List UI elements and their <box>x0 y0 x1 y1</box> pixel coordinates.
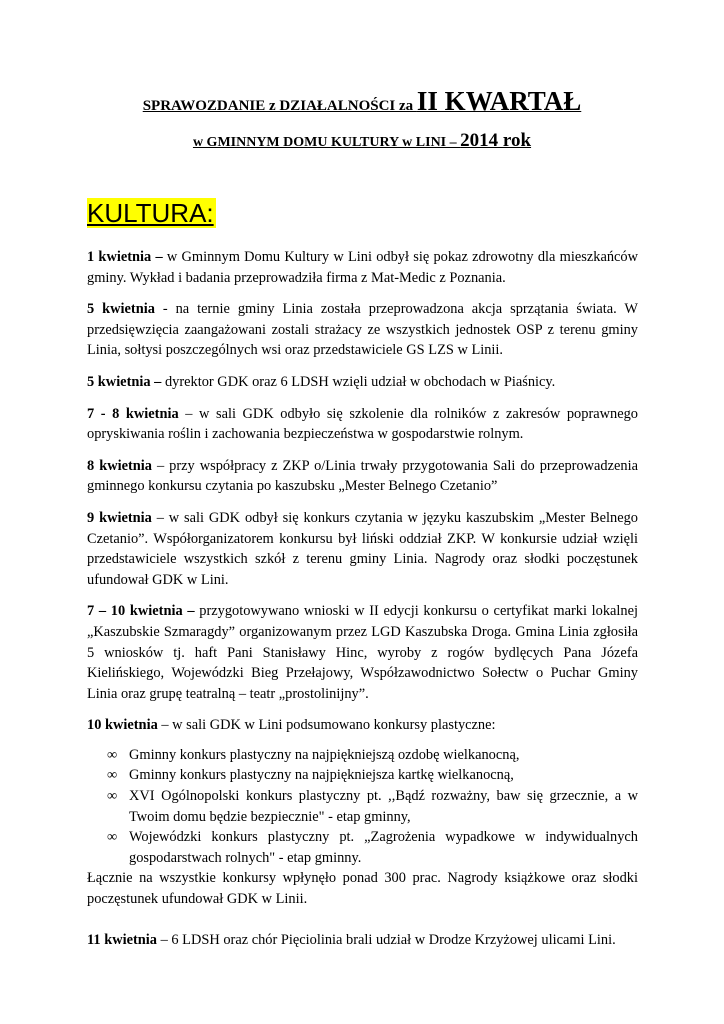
entry-date: 1 kwietnia – <box>87 249 163 265</box>
infinity-bullet-icon: ∞ <box>107 788 118 805</box>
report-title-quarter: II KWARTAŁ <box>416 86 582 116</box>
entry-paragraph <box>87 456 638 497</box>
entry-text: – w sali GDK odbyło się szkolenie dla rolników z zakresów poprawnego opryskiwania roślin i zachowania bezpieczeństwa w gospodarstwie rolnym. <box>87 405 638 443</box>
entry-date: 5 kwietnia <box>87 301 155 318</box>
list-item-text: Gminny konkurs plastyczny na najpiękniejsza kartkę wielkanocną, <box>129 767 514 784</box>
entry-text: w Gminnym Domu Kultury w Lini odbył się pokaz zdrowotny dla mieszkańców gminy. Wykład i badania przeprowadziła firma z Mat-Medic z Poznania. <box>87 249 639 286</box>
entry-paragraph <box>87 508 638 590</box>
infinity-bullet-icon: ∞ <box>107 767 118 784</box>
entry-paragraph <box>87 372 638 393</box>
report-title <box>0 86 724 117</box>
entry-paragraph <box>87 299 638 361</box>
list-item <box>87 745 638 766</box>
report-subtitle-year: 2014 rok <box>460 130 532 151</box>
contest-list <box>87 745 638 869</box>
summary-paragraph: Łącznie na wszystkie konkursy wpłynęło ponad 300 prac. Nagrody książkowe oraz słodki poczęstunek ufundował GDK w Linii. <box>87 870 638 908</box>
entry-date: 9 kwietnia <box>87 509 152 526</box>
entry-text: dyrektor GDK oraz 6 LDSH wzięli udział w obchodach w Piaśnicy. <box>161 373 556 390</box>
entry-paragraph <box>87 404 638 445</box>
entry-paragraph <box>87 247 638 288</box>
report-body <box>87 247 638 961</box>
entry-text: – w sali GDK w Lini podsumowano konkursy plastyczne: <box>157 717 496 734</box>
list-item <box>87 786 638 827</box>
section-heading: KULTURA: <box>87 198 214 228</box>
entry-text: – w sali GDK odbył się konkurs czytania w języku kaszubskim „Mester Belnego Czetanio”. Współorganizatorem konkursu był liński oddział ZKP. W konkursie udział wzięli przedstawiciele wszystkich szkół z terenu gminy Linia. Nagrody oraz słodki poczęstunek ufundował GDK w Lini. <box>87 509 638 588</box>
entry-text: - na ternie gminy Linia została przeprowadzona akcja sprzątania świata. W przedsięwzięcia zaangażowani zostali strażacy ze wszystkich jednostek OSP z terenu gminy Linia, sołtysi poszczególnych wsi oraz przedstawiciele GS LZS w Linii. <box>87 301 638 359</box>
infinity-bullet-icon: ∞ <box>107 829 118 846</box>
entry-text: – 6 LDSH oraz chór Pięciolinia brali udział w Drodze Krzyżowej ulicami Lini. <box>156 931 616 948</box>
report-subtitle <box>0 130 724 152</box>
infinity-bullet-icon: ∞ <box>107 746 118 763</box>
list-item-text: Wojewódzki konkurs plastyczny pt. „Zagrożenia wypadkowe w indywidualnych gospodarstwach rolnych" - etap gminny. <box>129 829 638 866</box>
list-item <box>87 827 638 868</box>
entry-paragraph <box>87 715 638 736</box>
list-item-text: XVI Ogólnopolski konkurs plastyczny pt. ,,Bądź rozważny, baw się grzecznie, a w Twoim domu będzie bezpiecznie" - etap gminny, <box>129 788 638 825</box>
entry-date: 5 kwietnia – <box>87 373 162 390</box>
list-item <box>87 765 638 786</box>
entry-text: – przy współpracy z ZKP o/Linia trwały przygotowania Sali do przeprowadzenia gminnego konkursu czytania po kaszubsku „Mester Belnego Czetanio” <box>87 457 638 495</box>
entry-date: 11 kwietnia <box>87 931 157 948</box>
entry-date: 10 kwietnia <box>87 717 158 734</box>
entry-text: przygotowywano wnioski w II edycji konkursu o certyfikat marki lokalnej „Kaszubskie Szmaragdy” organizowanym przez LGD Kaszubska Droga. Gmina Linia zgłosiła 5 wniosków tj. haft Pani Stanisławy Hinc, wyroby z rogów bydlęcych Pana Józefa Kielińskiego, Wojewódzki Bieg Przełajowy, Współzawodnictwo Sołectw o Puchar Gminy Linia oraz grupę teatralną – teatr „prostolinijny”. <box>87 603 639 702</box>
list-item-text: Gminny konkurs plastyczny na najpiękniejszą ozdobę wielkanocną, <box>129 746 520 763</box>
entry-date: 7 – 10 kwietnia – <box>87 603 195 620</box>
entry-date: 8 kwietnia <box>87 457 152 474</box>
entry-paragraph <box>87 601 638 704</box>
entry-date: 7 - 8 kwietnia <box>87 405 179 422</box>
report-subtitle-institution: w GMINNYM DOMU KULTURY w LINI – <box>192 135 461 150</box>
report-title-prefix: SPRAWOZDANIE z DZIAŁALNOŚCI za <box>142 98 417 114</box>
entry-paragraph <box>87 930 638 951</box>
